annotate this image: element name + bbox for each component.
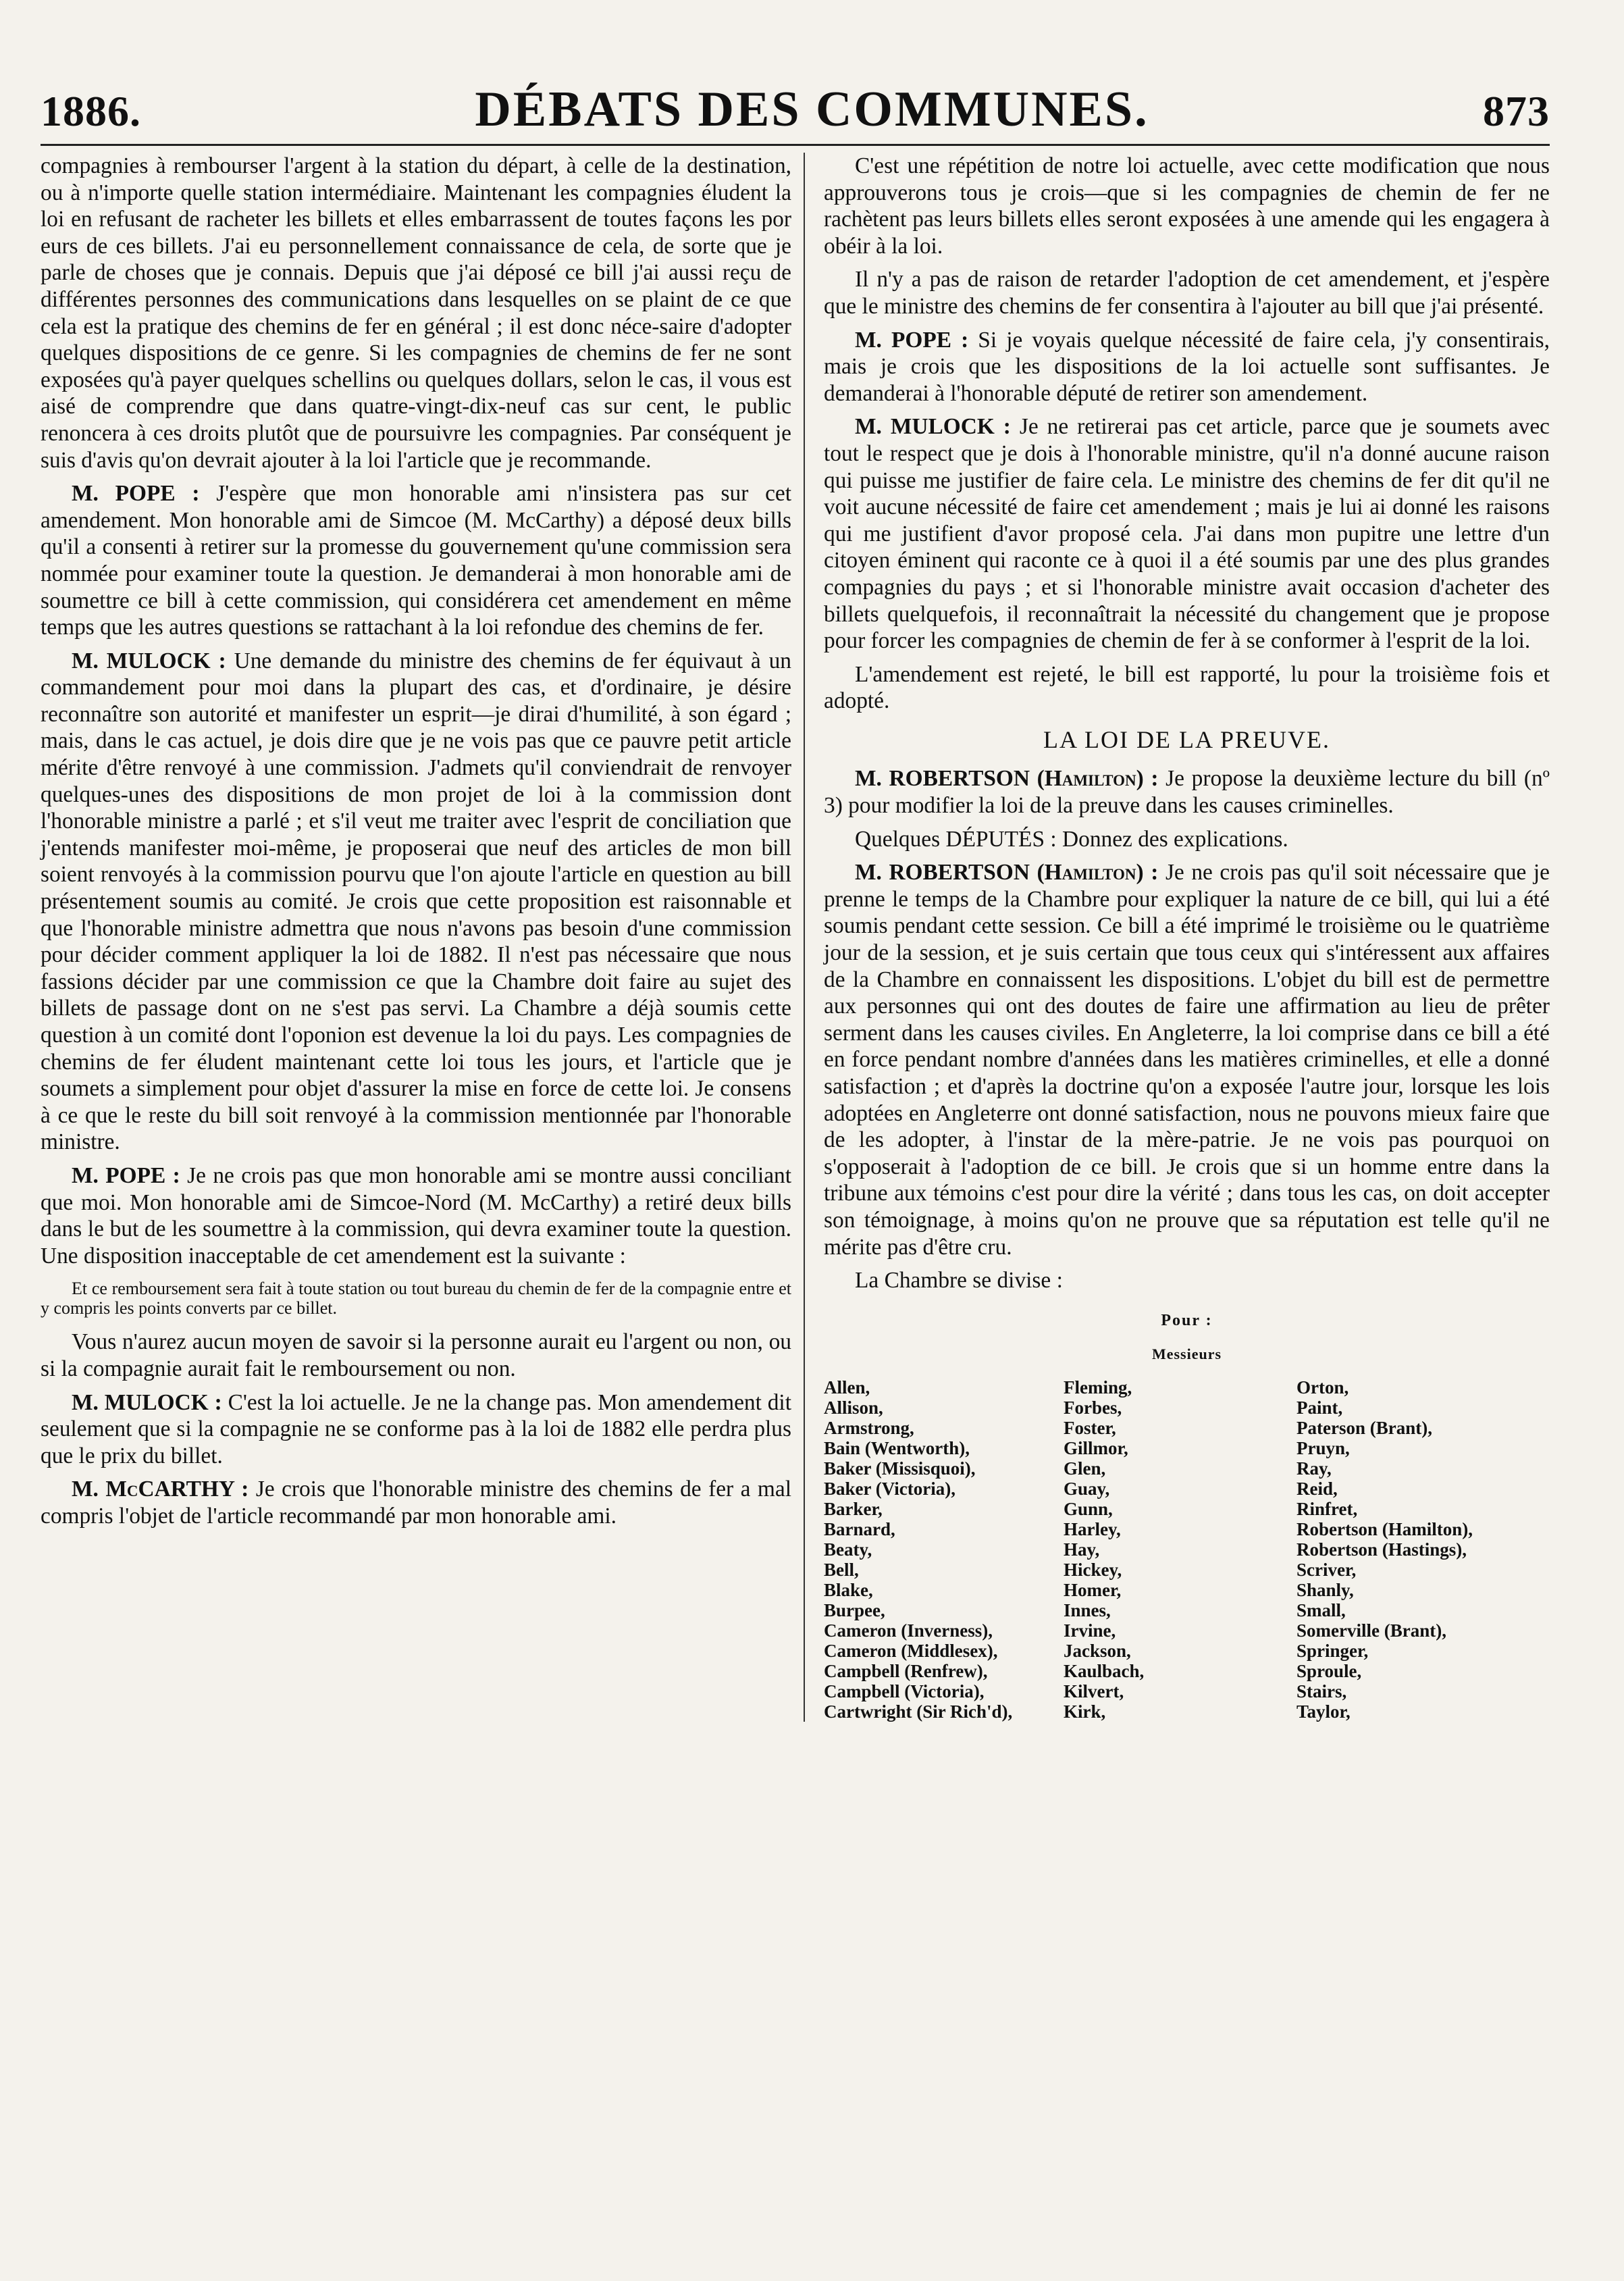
- section-heading: LA LOI DE LA PREUVE.: [1043, 725, 1330, 753]
- speech: Je ne crois pas qu'il soit nécessaire que je prenne le temps de la Chambre pour expliquer la nature de ce bill, qui lui a été soumis pendant cette session. Ce bill a été imprimé le troisième ou le quatrième jour de la session, et je suis certain que tous ceux qui s'intéressent aux affaires de la Chambre en connaissent les dispositions. L'objet du bill est de permettre aux personnes qui ont des doutes de faire une affirmation au lieu de prêter serment dans les causes civiles. En Angleterre, la loi comprise dans ce bill a été en force pendant nombre d'années dans les matières criminelles, et elle a donné satisfaction ; et d'après la doctrine qu'on a exposée l'autre jour, lorsque les lois adoptées en Angleterre ont donné satisfaction, nous ne pouvons mieux faire que de les adopter, à l'instar de la mère-patrie. Je ne vois pas pourquoi on s'opposerait à l'adoption de ce bill. Je crois que si un homme entre dans la tribune aux témoins c'est pour dire la vérité ; dans tous les cas, on doit accepter son témoignage, à moins qu'on ne prouve que sa réputation est telle qu'il ne mérite pas d'être cru.: [824, 860, 1550, 1260]
- speech: Je propose la deuxième lecture du bill (nº 3) pour modifier la loi de la preuve dans les causes criminelles.: [824, 766, 1550, 819]
- member-name: Campbell (Renfrew),: [824, 1660, 988, 1681]
- speaker: M. ROBERTSON (Hamilton) :: [855, 860, 1159, 886]
- speech: Je crois que l'honorable ministre des chemins de fer a mal compris l'objet de l'article recommandé par mon honorable ami.: [41, 1477, 791, 1529]
- member-name: Glen,: [1064, 1458, 1106, 1479]
- member-name: Barker,: [824, 1498, 883, 1519]
- speaker: Quelques DÉPUTÉS :: [855, 826, 1057, 852]
- member-name: Forbes,: [1064, 1397, 1122, 1418]
- member-name: Homer,: [1064, 1579, 1122, 1600]
- member-name: Springer,: [1296, 1640, 1369, 1661]
- member-name: Bell,: [824, 1559, 859, 1580]
- speaker: M. MULOCK :: [72, 648, 226, 673]
- member-name: Scriver,: [1296, 1559, 1357, 1580]
- member-name: Hay,: [1064, 1539, 1100, 1560]
- vote-subtitle: Messieurs: [1151, 1345, 1222, 1363]
- vote-title: Pour :: [1161, 1311, 1213, 1329]
- member-name: Stairs,: [1296, 1681, 1347, 1701]
- paragraph: [41, 1162, 791, 1269]
- member-name: Somerville (Brant),: [1296, 1620, 1446, 1641]
- paragraph: [41, 648, 791, 1156]
- paragraph: [41, 480, 791, 641]
- paragraph: L'amendement est rejeté, le bill est rapporté, lu pour la troisième fois et adopté.: [824, 661, 1550, 714]
- paragraph: [41, 1476, 791, 1529]
- speaker: M. ROBERTSON (Hamilton) :: [855, 766, 1159, 792]
- vote-names-list: [824, 1377, 1550, 1722]
- member-name: Small,: [1296, 1599, 1346, 1620]
- member-name: Armstrong,: [824, 1417, 914, 1438]
- member-name: Allen,: [824, 1377, 870, 1398]
- header-title: DÉBATS DES COMMUNES.: [475, 82, 1149, 137]
- member-name: Bain (Wentworth),: [824, 1437, 970, 1458]
- member-name: Innes,: [1064, 1599, 1111, 1620]
- member-name: Kilvert,: [1064, 1681, 1124, 1701]
- speech: Une demande du ministre des chemins de fer équivaut à un commandement pour moi dans la plupart des cas, et d'ordinaire, je désire reconnaître son autorité et manifester un esprit—je dirai d'humilité, à son égard ; mais, dans le cas actuel, je dois dire que je ne vois pas que ce pauvre petit article mérite d'être renvoyé à une commission. J'admets qu'il conviendrait de renvoyer quelques-unes des dispositions de mon projet de loi à la commission dont l'honorable ministre a parlé ; et s'il veut me traiter avec l'esprit de conciliation que j'entends manifester moi-même, je proposerai que neuf des articles de mon bill soient renvoyés à la commission pourvu que l'on ajoute l'article en question au bill présentement soumis au comité. Je crois que cette proposition est raisonnable et que l'honorable ministre admettra que nous n'avons pas besoin d'une commission pour décider comment appliquer la loi de 1882. Il n'est pas nécessaire que nous fassions décider par une commission ce que la Chambre doit faire au sujet des billets de passage dont on ne s'est pas servi. La Chambre a déjà soumis cette question à un comité dont l'oponion est devenue la loi du pays. Les compagnies de chemins de fer éludent maintenant cette loi tous les jours, et l'article que je soumets a simplement pour objet d'assurer la mise en force de cette loi. Je consens à ce que le reste du bill soit renvoyé à la commission mentionnée par l'honorable ministre.: [41, 648, 791, 1155]
- speaker: M. McCARTHY :: [72, 1477, 249, 1502]
- speech: C'est la loi actuelle. Je ne la change pas. Mon amendement dit seulement que si la compagnie ne se conforme pas à la loi de 1882 elle perdra plus que le prix du billet.: [41, 1389, 791, 1468]
- speaker: M. MULOCK :: [855, 414, 1011, 440]
- member-name: Fleming,: [1064, 1377, 1132, 1398]
- speech: Si je voyais quelque nécessité de faire cela, j'y consentirais, mais je crois que les dispositions de la loi actuelle sont suffisantes. Je demanderai à l'honorable député de retirer son amendement.: [824, 327, 1550, 406]
- member-name: Barnard,: [824, 1518, 895, 1539]
- quoted-clause: Et ce remboursement sera fait à toute station ou tout bureau du chemin de fer de la compagnie entre et y compris les points converts par ce billet.: [41, 1279, 791, 1318]
- member-name: Pruyn,: [1296, 1437, 1350, 1458]
- member-name: Reid,: [1296, 1478, 1338, 1499]
- member-name: Burpee,: [824, 1599, 885, 1620]
- paragraph: [824, 413, 1550, 654]
- member-name: Allison,: [824, 1397, 883, 1418]
- member-name: Ray,: [1296, 1458, 1332, 1479]
- member-name: Gunn,: [1064, 1498, 1113, 1519]
- paragraph: La Chambre se divise :: [855, 1268, 1063, 1293]
- speech: J'espère que mon honorable ami n'insistera pas sur cet amendement. Mon honorable ami de Simcoe (M. McCarthy) a déposé deux bills qu'il a consenti à retirer sur la promesse du gouvernement qu'une commission sera nommée pour examiner toute la question. Je demanderai à mon honorable ami de soumettre ce bill à cette commission, qui considérera cet amendement en même temps que les autres questions se rattachant à la loi refondue des chemins de fer.: [41, 481, 791, 640]
- member-name: Kaulbach,: [1064, 1660, 1145, 1681]
- member-name: Sproule,: [1296, 1660, 1362, 1681]
- member-name: Irvine,: [1064, 1620, 1116, 1641]
- speaker: M. POPE :: [72, 1162, 180, 1188]
- speaker: M. POPE :: [72, 481, 200, 507]
- member-name: Cameron (Inverness),: [824, 1620, 993, 1641]
- member-name: Paint,: [1296, 1397, 1343, 1418]
- member-name: Harley,: [1064, 1518, 1121, 1539]
- right-column: [804, 153, 1550, 1722]
- header-year: 1886.: [41, 87, 141, 135]
- paragraph: [824, 826, 1550, 853]
- paragraph: [41, 1389, 791, 1470]
- paragraph: [824, 859, 1550, 1260]
- member-name: Baker (Victoria),: [824, 1478, 955, 1499]
- speech: Je ne retirerai pas cet article, parce que je soumets avec tout le respect que je dois à l'honorable ministre, qu'il n'a donné aucune raison qui puisse me justifier de faire cela. Le ministre des chemins de fer dit qu'il ne voit aucune nécessité de faire cet amendement ; mais je lui ai donné les raisons qui me justifient d'avor proposé cela. J'ai dans mon pupitre une lettre d'un citoyen éminent qui raconte ce à quoi il a été soumis par une des plus grandes compagnies du pays ; et si l'honorable ministre avait occasion d'acheter des billets quelquefois, il reconnaîtrait la nécessité du changement que je propose pour forcer les compagnies de chemin de fer à se conformer à l'esprit de la loi.: [824, 414, 1550, 654]
- paragraph: [824, 327, 1550, 407]
- member-name: Jackson,: [1064, 1640, 1131, 1661]
- member-name: Shanly,: [1296, 1579, 1354, 1600]
- paragraph: Vous n'aurez aucun moyen de savoir si la personne aurait eu l'argent ou non, ou si la compagnie aurait fait le remboursement ou non.: [41, 1329, 791, 1381]
- paragraph: compagnies à rembourser l'argent à la station du départ, à celle de la destination, ou à n'importe quelle station intermédiaire. Maintenant les compagnies éludent la loi en refusant de racheter les billets et elles embarrassent de toutes façons les por eurs de ces billets. J'ai eu personnellement connaissance de cela, de sorte que je parle de choses que je connais. Depuis que j'ai déposé ce bill j'ai aussi reçu de différentes personnes des communications dans lesquelles on se plaint de ce que cela est la pratique des chemins de fer en général ; il est donc néce-saire d'adopter quelques dispositions de ce genre. Si les compagnies de chemins de fer ne sont exposées qu'à payer quelques schellins ou quelques dollars, selon le cas, il vous est aisé de comprendre que dans quatre-vingt-dix-neuf cas sur cent, le public renoncera à ces droits plutôt que de poursuivre les compagnies. Par conséquent je suis d'avis qu'on devrait ajouter à la loi l'article que je recommande.: [41, 153, 791, 473]
- header-page-number: 873: [1483, 87, 1550, 135]
- speaker: M. MULOCK :: [72, 1389, 222, 1415]
- paragraph: [824, 765, 1550, 819]
- member-name: Guay,: [1064, 1478, 1110, 1499]
- speech: Je ne crois pas que mon honorable ami se montre aussi conciliant que moi. Mon honorable ami de Simcoe-Nord (M. McCarthy) a retiré deux bills dans le but de les soumettre à la commission, qui devra examiner toute la question. Une disposition inacceptable de cet amendement est la suivante :: [41, 1162, 792, 1268]
- member-name: Foster,: [1064, 1417, 1116, 1438]
- member-name: Baker (Missisquoi),: [824, 1458, 976, 1479]
- member-name: Beaty,: [824, 1539, 872, 1560]
- member-name: Robertson (Hastings),: [1296, 1539, 1467, 1560]
- member-name: Rinfret,: [1296, 1498, 1358, 1519]
- member-name: Cartwright (Sir Rich'd),: [824, 1701, 1013, 1722]
- columns: [41, 153, 1550, 1722]
- speaker: M. POPE :: [855, 327, 969, 353]
- member-name: Kirk,: [1064, 1701, 1106, 1722]
- page-header: [41, 81, 1550, 146]
- member-name: Blake,: [824, 1579, 873, 1600]
- member-name: Hickey,: [1064, 1559, 1122, 1580]
- speech: Donnez des explications.: [1056, 826, 1288, 852]
- member-name: Paterson (Brant),: [1296, 1417, 1432, 1438]
- member-name: Orton,: [1296, 1377, 1349, 1398]
- member-name: Robertson (Hamilton),: [1296, 1518, 1473, 1539]
- left-column: [41, 153, 804, 1722]
- member-name: Campbell (Victoria),: [824, 1681, 985, 1701]
- member-name: Taylor,: [1296, 1701, 1351, 1722]
- paragraph: C'est une répétition de notre loi actuelle, avec cette modification que nous approuverons tous je crois—que si les compagnies de chemin de fer ne rachètent pas leurs billets elles seront exposées à une amende qui les engagera à obéir à la loi.: [824, 153, 1550, 259]
- paragraph: Il n'y a pas de raison de retarder l'adoption de cet amendement, et j'espère que le ministre des chemins de fer consentira à l'ajouter au bill que j'ai présenté.: [824, 267, 1550, 319]
- member-name: Cameron (Middlesex),: [824, 1640, 998, 1661]
- member-name: Gillmor,: [1064, 1437, 1128, 1458]
